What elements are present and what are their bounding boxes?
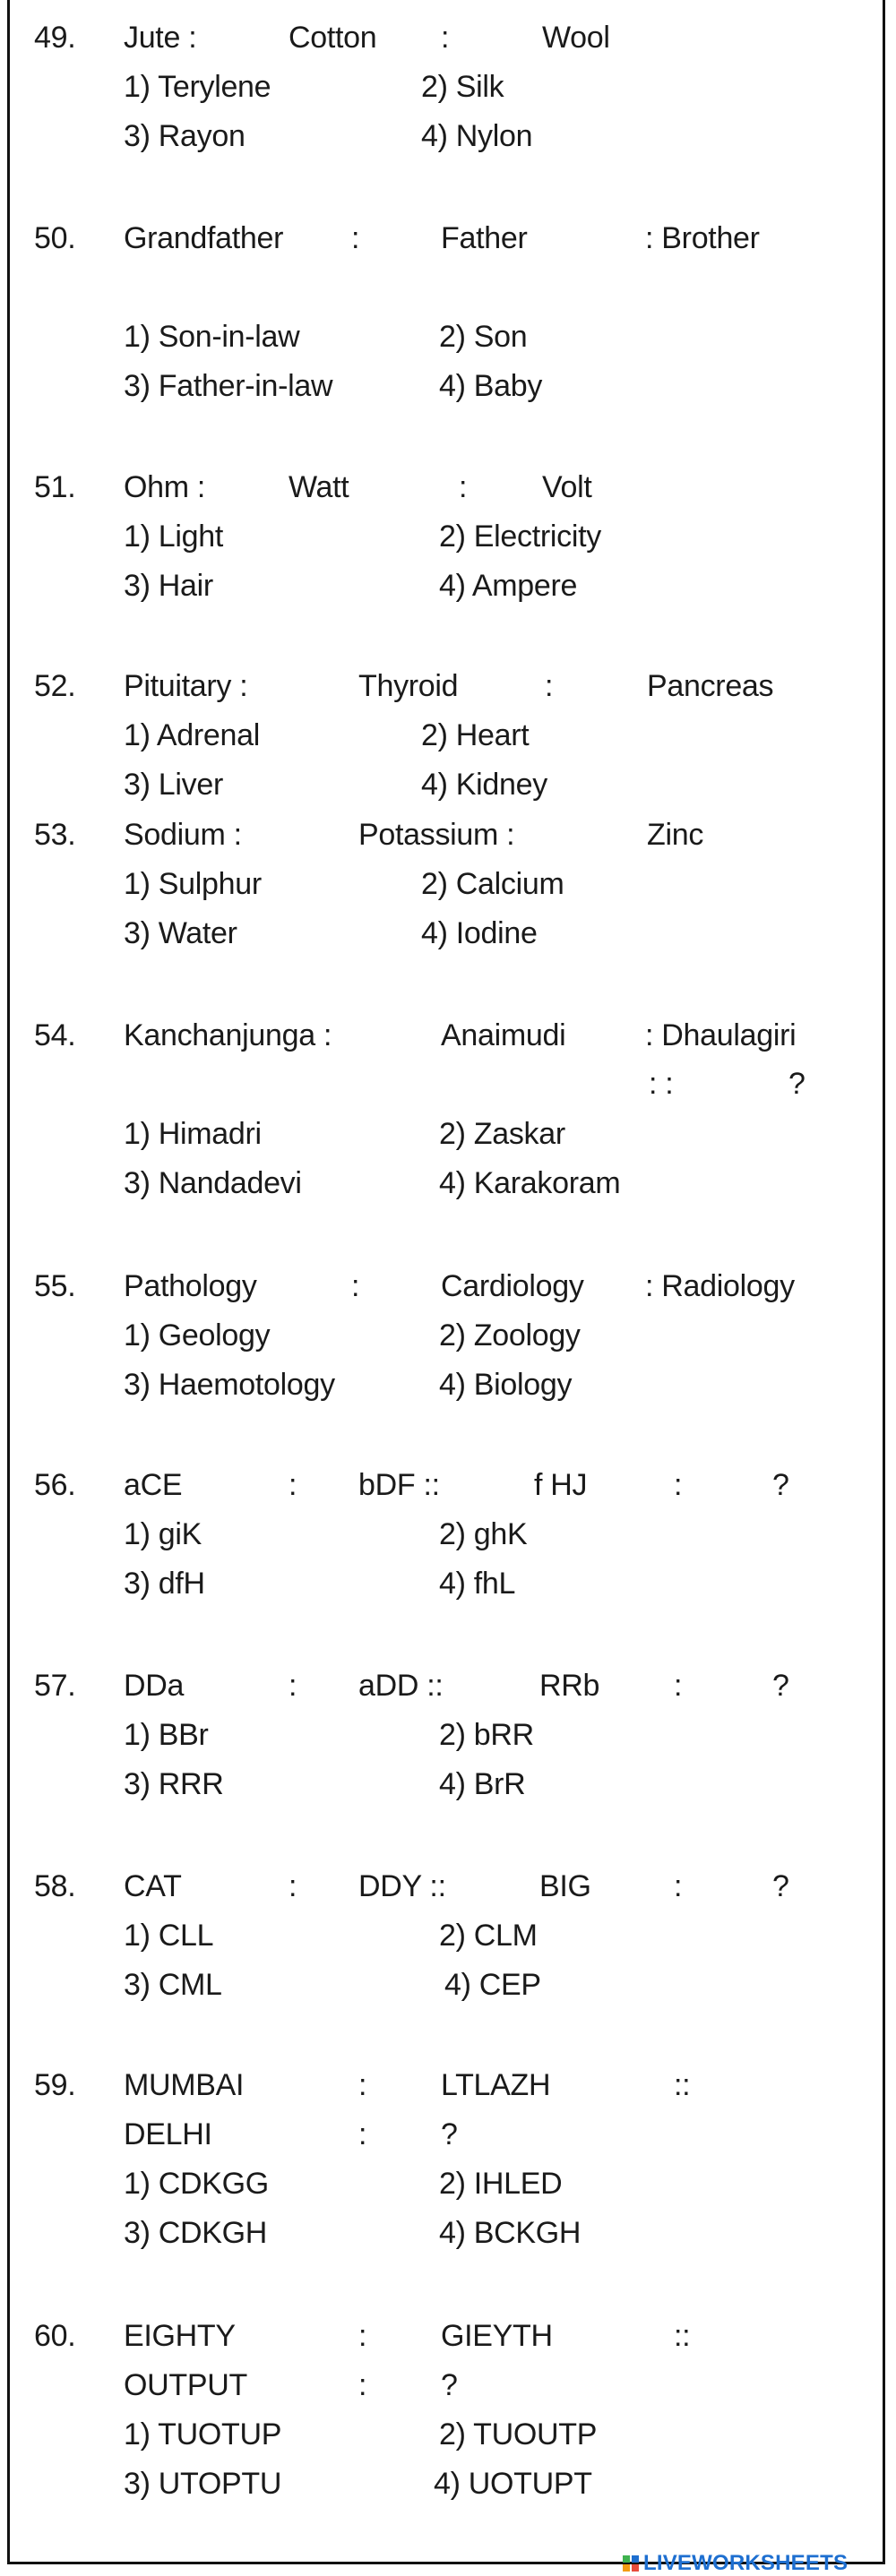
option-2: 2) Electricity	[439, 519, 601, 554]
brand-label: LIVEWORKSHEETS	[643, 2551, 849, 2575]
analogy-term: BIG	[539, 1869, 591, 1903]
question-number: 58.	[34, 1869, 76, 1903]
analogy-term: EIGHTY	[124, 2319, 236, 2353]
analogy-term: Pancreas	[647, 669, 774, 703]
analogy-term: aDD ::	[358, 1669, 444, 1703]
option-2: 2) Son	[439, 320, 528, 354]
option-1: 1) Sulphur	[124, 867, 262, 901]
option-4: 4) Nylon	[421, 119, 533, 153]
frame-left-border	[7, 0, 10, 2563]
analogy-term: RRb	[539, 1669, 600, 1703]
option-2: 2) IHLED	[439, 2167, 563, 2201]
analogy-separator: :	[459, 470, 468, 504]
option-2: 2) TUOUTP	[439, 2417, 598, 2451]
analogy-separator: :	[358, 2117, 367, 2151]
option-4: 4) BCKGH	[439, 2216, 582, 2250]
option-1: 1) Son-in-law	[124, 320, 300, 354]
analogy-unknown: ?	[772, 1869, 789, 1903]
option-1: 1) Adrenal	[124, 718, 260, 752]
option-3: 3) Hair	[124, 569, 213, 603]
question-number: 56.	[34, 1468, 76, 1502]
analogy-term: Cotton	[289, 21, 377, 55]
analogy-separator: :	[358, 2068, 367, 2102]
option-2: 2) bRR	[439, 1718, 534, 1752]
option-2: 2) ghK	[439, 1517, 528, 1551]
option-4: 4) fhL	[439, 1567, 516, 1601]
option-2: 2) Heart	[421, 718, 530, 752]
analogy-term: Kanchanjunga :	[124, 1018, 332, 1052]
analogy-separator: :	[351, 1269, 360, 1303]
option-4: 4) Karakoram	[439, 1166, 621, 1200]
analogy-separator: ::	[674, 2068, 691, 2102]
analogy-separator: : :	[649, 1067, 674, 1101]
question-number: 60.	[34, 2319, 76, 2353]
analogy-term: f HJ	[534, 1468, 588, 1502]
analogy-term: : Radiology	[645, 1269, 795, 1303]
analogy-term: Potassium :	[358, 818, 515, 852]
analogy-separator: :	[674, 1468, 683, 1502]
question-number: 57.	[34, 1669, 76, 1703]
liveworksheets-logo-icon	[622, 2555, 640, 2572]
option-4: 4) Kidney	[421, 768, 547, 802]
analogy-term: Grandfather	[124, 221, 284, 255]
analogy-separator: :	[674, 1869, 683, 1903]
analogy-separator: :	[289, 1468, 297, 1502]
analogy-unknown: ?	[441, 2117, 458, 2151]
option-1: 1) Light	[124, 519, 224, 554]
option-1: 1) Geology	[124, 1318, 271, 1352]
analogy-unknown: ?	[441, 2368, 458, 2402]
analogy-separator: :	[441, 21, 450, 55]
analogy-term: DDY ::	[358, 1869, 446, 1903]
analogy-term: Volt	[542, 470, 592, 504]
analogy-separator: :	[289, 1869, 297, 1903]
option-1: 1) BBr	[124, 1718, 209, 1752]
analogy-term: Pathology	[124, 1269, 257, 1303]
analogy-term: Ohm :	[124, 470, 206, 504]
option-2: 2) Silk	[421, 70, 504, 104]
analogy-term: Anaimudi	[441, 1018, 566, 1052]
option-1: 1) CDKGG	[124, 2167, 269, 2201]
option-3: 3) Water	[124, 916, 237, 950]
question-number: 52.	[34, 669, 76, 703]
analogy-term: DELHI	[124, 2117, 212, 2151]
option-4: 4) Biology	[439, 1368, 573, 1402]
option-3: 3) Rayon	[124, 119, 246, 153]
analogy-separator: :	[545, 669, 554, 703]
analogy-term: CAT	[124, 1869, 182, 1903]
analogy-separator: :	[674, 1669, 683, 1703]
question-number: 53.	[34, 818, 76, 852]
option-2: 2) CLM	[439, 1919, 538, 1953]
analogy-separator: :	[358, 2319, 367, 2353]
option-4: 4) CEP	[444, 1968, 541, 2002]
option-3: 3) CML	[124, 1968, 222, 2002]
analogy-unknown: ?	[772, 1669, 789, 1703]
analogy-term: Zinc	[647, 818, 704, 852]
option-1: 1) giK	[124, 1517, 202, 1551]
analogy-term: Wool	[542, 21, 610, 55]
option-4: 4) Iodine	[421, 916, 538, 950]
analogy-separator: :	[289, 1669, 297, 1703]
option-2: 2) Zoology	[439, 1318, 581, 1352]
option-4: 4) Ampere	[439, 569, 578, 603]
question-number: 54.	[34, 1018, 76, 1052]
option-3: 3) UTOPTU	[124, 2467, 282, 2501]
option-3: 3) Nandadevi	[124, 1166, 302, 1200]
analogy-term: Thyroid	[358, 669, 459, 703]
option-3: 3) Liver	[124, 768, 223, 802]
analogy-separator: ::	[674, 2319, 691, 2353]
analogy-term: GIEYTH	[441, 2319, 553, 2353]
option-3: 3) RRR	[124, 1767, 224, 1801]
question-number: 55.	[34, 1269, 76, 1303]
question-number: 51.	[34, 470, 76, 504]
analogy-unknown: ?	[772, 1468, 789, 1502]
analogy-term: Sodium :	[124, 818, 242, 852]
option-4: 4) UOTUPT	[434, 2467, 592, 2501]
question-number: 50.	[34, 221, 76, 255]
analogy-term: bDF ::	[358, 1468, 440, 1502]
option-3: 3) Father-in-law	[124, 369, 333, 403]
option-3: 3) CDKGH	[124, 2216, 268, 2250]
analogy-separator: :	[351, 221, 360, 255]
option-1: 1) CLL	[124, 1919, 214, 1953]
analogy-term: DDa	[124, 1669, 185, 1703]
analogy-term: OUTPUT	[124, 2368, 247, 2402]
option-4: 4) Baby	[439, 369, 543, 403]
analogy-term: Father	[441, 221, 528, 255]
analogy-separator: :	[358, 2368, 367, 2402]
option-2: 2) Calcium	[421, 867, 564, 901]
analogy-term: : Dhaulagiri	[645, 1018, 797, 1052]
analogy-term: Jute :	[124, 21, 197, 55]
option-1: 1) Himadri	[124, 1117, 262, 1151]
option-1: 1) TUOTUP	[124, 2417, 282, 2451]
option-1: 1) Terylene	[124, 70, 271, 104]
frame-right-border	[883, 0, 885, 2563]
liveworksheets-brand	[622, 2551, 891, 2576]
analogy-term: LTLAZH	[441, 2068, 551, 2102]
analogy-term: MUMBAI	[124, 2068, 245, 2102]
analogy-unknown: ?	[788, 1067, 806, 1101]
analogy-term: Watt	[289, 470, 349, 504]
option-4: 4) BrR	[439, 1767, 526, 1801]
analogy-term: : Brother	[645, 221, 760, 255]
option-3: 3) Haemotology	[124, 1368, 335, 1402]
analogy-term: Cardiology	[441, 1269, 584, 1303]
option-2: 2) Zaskar	[439, 1117, 565, 1151]
question-number: 59.	[34, 2068, 76, 2102]
analogy-term: aCE	[124, 1468, 183, 1502]
question-number: 49.	[34, 21, 76, 55]
option-3: 3) dfH	[124, 1567, 205, 1601]
analogy-term: Pituitary :	[124, 669, 248, 703]
